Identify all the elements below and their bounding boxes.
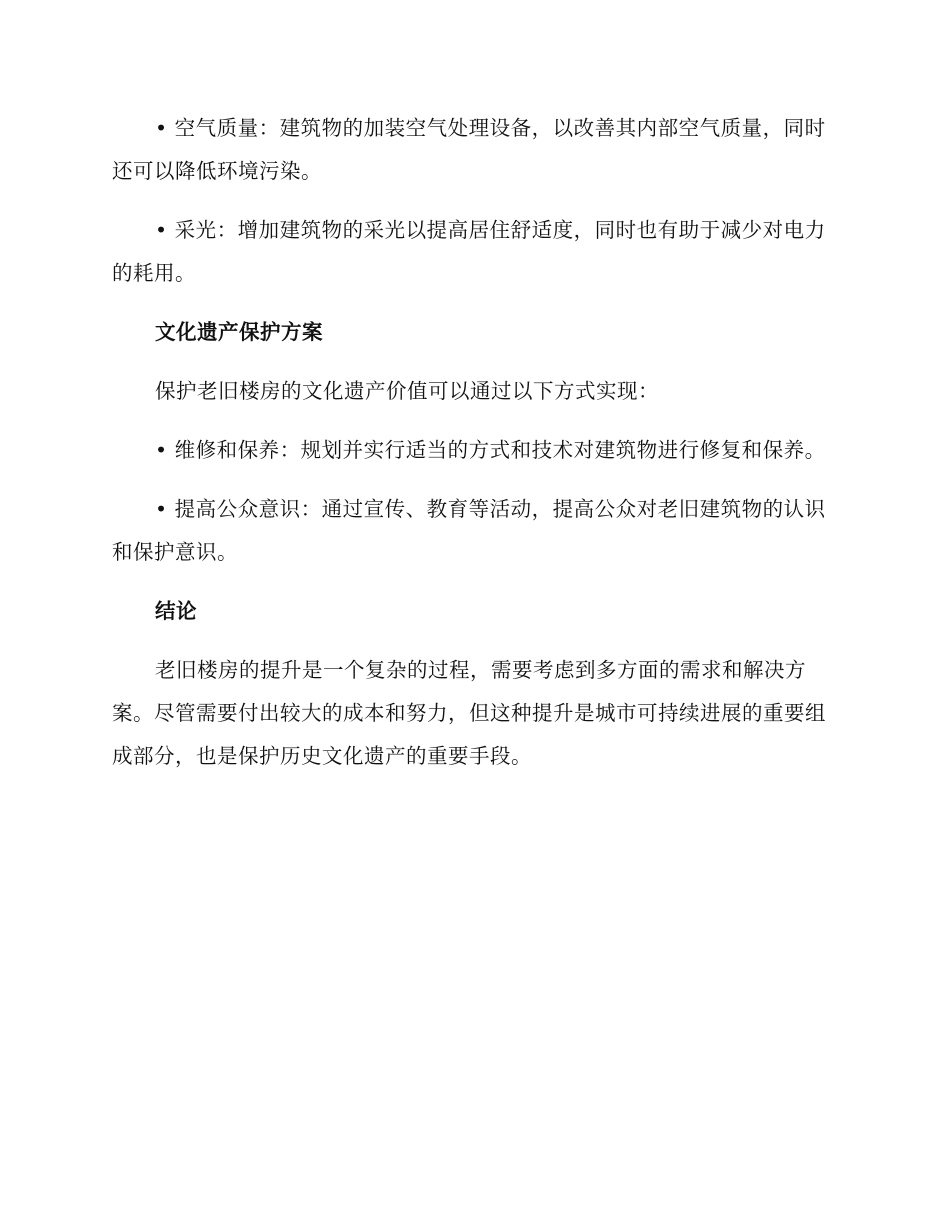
- bullet-maintenance: • 维修和保养：规划并实行适当的方式和技术对建筑物进行修复和保养。: [155, 438, 826, 462]
- document-body: [112, 107, 832, 794]
- section-heading-conclusion: 结论: [155, 599, 197, 623]
- bullet-lighting: • 采光：增加建筑物的采光以提高居住舒适度，同时也有助于减少对电力的耗用。: [112, 218, 826, 285]
- conclusion-paragraph: 老旧楼房的提升是一个复杂的过程，需要考虑到多方面的需求和解决方案。尽管需要付出较大的成本和努力，但这种提升是城市可持续进展的重要组成部分，也是保护历史文化遗产的重要手段。: [112, 658, 826, 768]
- heritage-intro: 保护老旧楼房的文化遗产价值可以通过以下方式实现：: [155, 379, 659, 403]
- section-heading-heritage: 文化遗产保护方案: [155, 320, 323, 344]
- bullet-public-awareness: • 提高公众意识：通过宣传、教育等活动，提高公众对老旧建筑物的认识和保护意识。: [112, 497, 826, 564]
- bullet-air-quality: • 空气质量：建筑物的加装空气处理设备，以改善其内部空气质量，同时还可以降低环境污染。: [112, 116, 826, 183]
